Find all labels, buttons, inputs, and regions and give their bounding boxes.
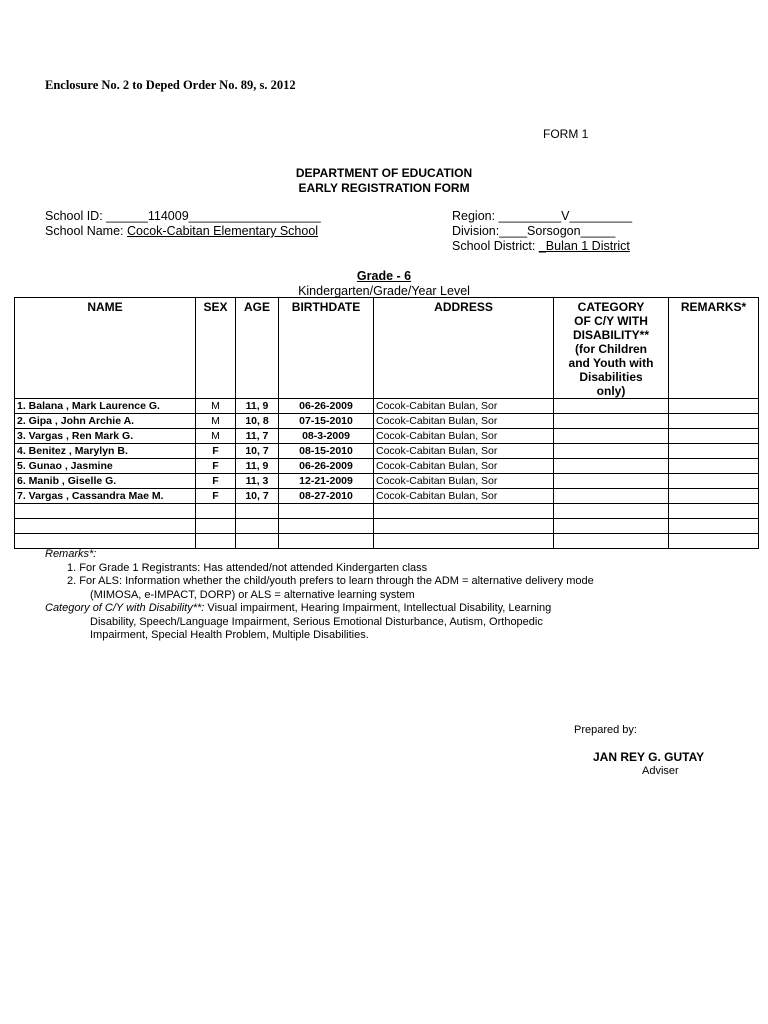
cell-name xyxy=(15,534,196,549)
cell-birthdate: 07-15-2010 xyxy=(279,414,374,429)
table-row xyxy=(15,474,759,489)
cell-name: 4. Benitez , Marylyn B. xyxy=(15,444,196,459)
district-field xyxy=(452,239,630,253)
division-label: Division: xyxy=(452,224,500,238)
table-row xyxy=(15,459,759,474)
cell-name: 7. Vargas , Cassandra Mae M. xyxy=(15,489,196,504)
category-note-continued-1: Disability, Speech/Language Impairment, Serious Emotional Disturbance, Autism, Orthopedic xyxy=(90,615,543,628)
cell-birthdate: 08-27-2010 xyxy=(279,489,374,504)
cell-remarks xyxy=(669,444,759,459)
cell-sex: M xyxy=(196,429,236,444)
cell-name xyxy=(15,504,196,519)
cell-sex xyxy=(196,519,236,534)
cell-remarks xyxy=(669,429,759,444)
cell-category xyxy=(554,429,669,444)
school-name-label: School Name: xyxy=(45,224,124,238)
cell-remarks xyxy=(669,534,759,549)
cell-birthdate: 12-21-2009 xyxy=(279,474,374,489)
cell-age: 11, 9 xyxy=(236,459,279,474)
cell-address xyxy=(374,534,554,549)
cell-category xyxy=(554,489,669,504)
cell-remarks xyxy=(669,414,759,429)
header-sex: SEX xyxy=(196,298,236,399)
category-note-continued-2: Impairment, Special Health Problem, Multiple Disabilities. xyxy=(90,629,369,641)
cell-category xyxy=(554,399,669,414)
cell-name xyxy=(15,519,196,534)
cell-birthdate xyxy=(279,504,374,519)
header-birthdate: BIRTHDATE xyxy=(279,298,374,399)
cell-address: Cocok-Cabitan Bulan, Sor xyxy=(374,414,554,429)
cell-age xyxy=(236,504,279,519)
division-value: ____Sorsogon_____ xyxy=(499,224,616,238)
table-row xyxy=(15,504,759,519)
cell-birthdate: 08-3-2009 xyxy=(279,429,374,444)
cell-address: Cocok-Cabitan Bulan, Sor xyxy=(374,429,554,444)
cell-birthdate xyxy=(279,534,374,549)
table-row xyxy=(15,414,759,429)
school-id-label: School ID: xyxy=(45,209,103,223)
cell-birthdate: 08-15-2010 xyxy=(279,444,374,459)
form-number: FORM 1 xyxy=(543,127,589,141)
cell-age: 11, 7 xyxy=(236,429,279,444)
cell-category xyxy=(554,519,669,534)
cell-age: 11, 9 xyxy=(236,399,279,414)
cell-sex: F xyxy=(196,474,236,489)
cell-remarks xyxy=(669,459,759,474)
school-name-field xyxy=(45,224,318,238)
cell-remarks xyxy=(669,399,759,414)
region-field xyxy=(452,209,632,223)
cell-name: 2. Gipa , John Archie A. xyxy=(15,414,196,429)
cell-sex xyxy=(196,504,236,519)
cell-age: 10, 7 xyxy=(236,489,279,504)
cell-remarks xyxy=(669,519,759,534)
cell-sex: M xyxy=(196,414,236,429)
cell-category xyxy=(554,414,669,429)
region-value: _________V_________ xyxy=(498,209,633,223)
category-note xyxy=(45,602,594,616)
department-heading: DEPARTMENT OF EDUCATION xyxy=(295,166,473,180)
notes-section xyxy=(45,548,594,643)
region-label: Region: xyxy=(452,209,496,223)
enclosure-reference: Enclosure No. 2 to Deped Order No. 89, s. 2012 xyxy=(45,78,296,92)
cell-category xyxy=(554,444,669,459)
cell-age xyxy=(236,519,279,534)
cell-name: 6. Manib , Giselle G. xyxy=(15,474,196,489)
cell-age: 11, 3 xyxy=(236,474,279,489)
header-category: CATEGORY OF C/Y WITH DISABILITY** (for Children and Youth with Disabilities only) xyxy=(554,298,669,399)
grade-level-caption: Kindergarten/Grade/Year Level xyxy=(298,284,470,298)
district-label: School District: xyxy=(452,239,536,253)
table-row xyxy=(15,519,759,534)
cell-name: 5. Gunao , Jasmine xyxy=(15,459,196,474)
header-name: NAME xyxy=(15,298,196,399)
cell-address: Cocok-Cabitan Bulan, Sor xyxy=(374,489,554,504)
cell-age: 10, 7 xyxy=(236,444,279,459)
school-id-value: ______114009___________________ xyxy=(106,209,321,223)
signatory-title: Adviser xyxy=(642,765,679,777)
cell-birthdate: 06-26-2009 xyxy=(279,399,374,414)
cell-category xyxy=(554,504,669,519)
table-row xyxy=(15,534,759,549)
table-row xyxy=(15,444,759,459)
table-header-row xyxy=(15,298,759,399)
header-address: ADDRESS xyxy=(374,298,554,399)
remarks-item-1: 1. For Grade 1 Registrants: Has attended/not attended Kindergarten class xyxy=(67,561,428,574)
cell-remarks xyxy=(669,504,759,519)
cell-name: 1. Balana , Mark Laurence G. xyxy=(15,399,196,414)
prepared-by-label: Prepared by: xyxy=(574,724,637,736)
cell-name: 3. Vargas , Ren Mark G. xyxy=(15,429,196,444)
cell-category xyxy=(554,534,669,549)
grade-level xyxy=(0,269,768,283)
category-text: Visual impairment, Hearing Impairment, Intellectual Disability, Learning xyxy=(204,602,552,614)
cell-birthdate: 06-26-2009 xyxy=(279,459,374,474)
cell-age xyxy=(236,534,279,549)
cell-category xyxy=(554,474,669,489)
cell-sex: M xyxy=(196,399,236,414)
cell-age: 10, 8 xyxy=(236,414,279,429)
grade-value: Grade - 6 xyxy=(356,269,412,283)
cell-remarks xyxy=(669,474,759,489)
district-value: _Bulan 1 District xyxy=(538,239,630,253)
cell-address: Cocok-Cabitan Bulan, Sor xyxy=(374,459,554,474)
cell-sex: F xyxy=(196,459,236,474)
table-row xyxy=(15,399,759,414)
registration-table xyxy=(14,297,759,549)
signatory-name: JAN REY G. GUTAY xyxy=(593,750,705,764)
school-name-value: Cocok-Cabitan Elementary School xyxy=(127,224,319,238)
table-row xyxy=(15,429,759,444)
cell-address xyxy=(374,504,554,519)
cell-sex: F xyxy=(196,489,236,504)
cell-remarks xyxy=(669,489,759,504)
cell-category xyxy=(554,459,669,474)
cell-address xyxy=(374,519,554,534)
category-title: Category of C/Y with Disability**: xyxy=(45,602,205,614)
table-row xyxy=(15,489,759,504)
school-id-field xyxy=(45,209,321,223)
cell-address: Cocok-Cabitan Bulan, Sor xyxy=(374,474,554,489)
cell-birthdate xyxy=(279,519,374,534)
header-age: AGE xyxy=(236,298,279,399)
remarks-title: Remarks*: xyxy=(45,548,97,560)
form-title: EARLY REGISTRATION FORM xyxy=(298,181,470,195)
cell-sex: F xyxy=(196,444,236,459)
remarks-item-2: 2. For ALS: Information whether the child/youth prefers to learn through the ADM = alternative delivery mode xyxy=(67,575,594,587)
remarks-item-2-continued: (MIMOSA, e-IMPACT, DORP) or ALS = alternative learning system xyxy=(90,588,415,601)
division-field xyxy=(452,224,615,238)
cell-address: Cocok-Cabitan Bulan, Sor xyxy=(374,444,554,459)
cell-address: Cocok-Cabitan Bulan, Sor xyxy=(374,399,554,414)
header-remarks: REMARKS* xyxy=(669,298,759,399)
cell-sex xyxy=(196,534,236,549)
table-body xyxy=(15,399,759,549)
